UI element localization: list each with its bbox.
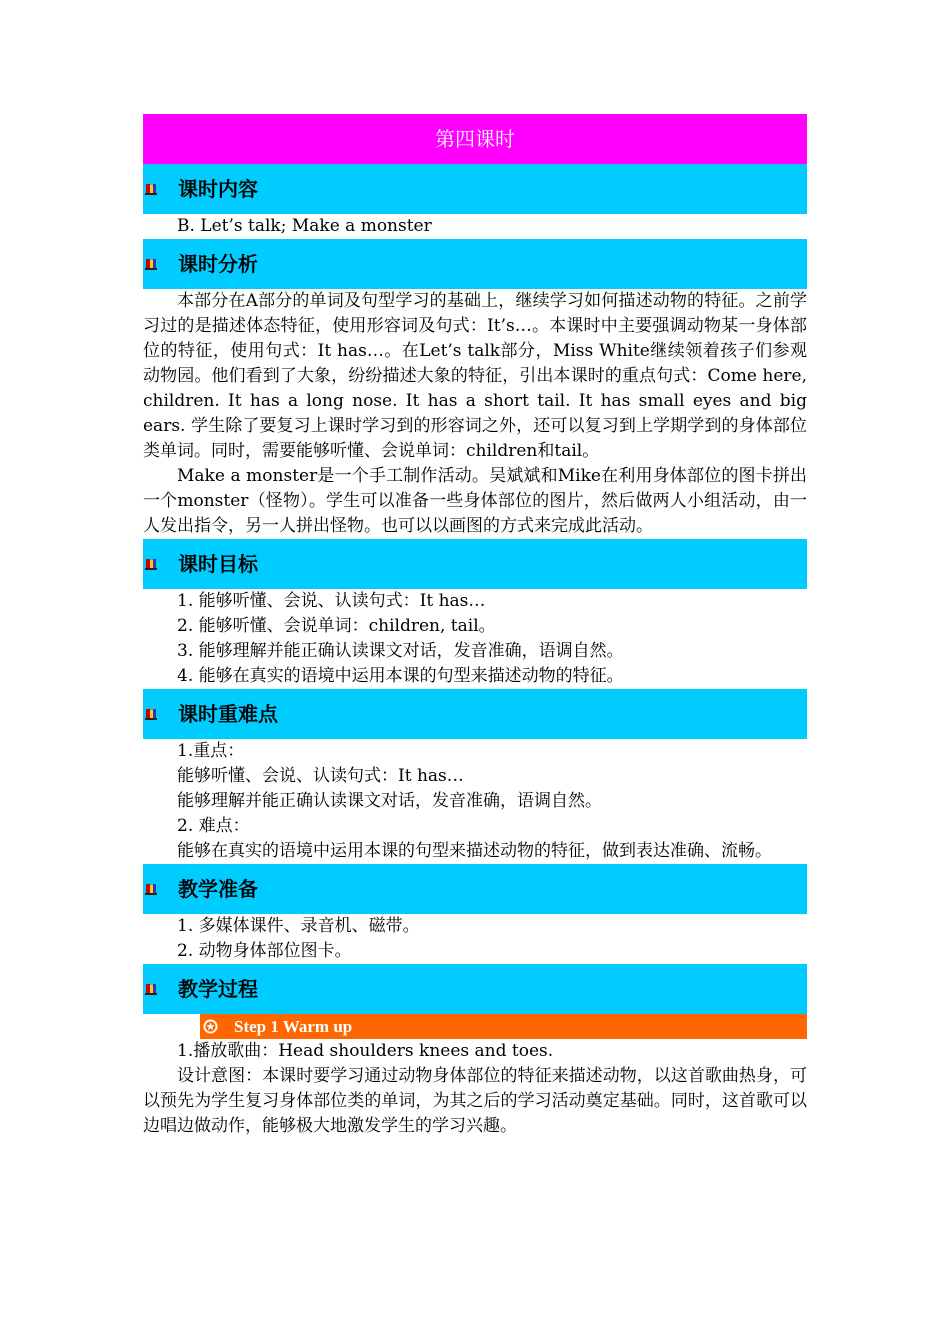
lesson-title: 第四课时 bbox=[143, 114, 807, 164]
book-bullet-icon bbox=[145, 258, 157, 270]
section-header-goals bbox=[143, 539, 807, 589]
section-header-process bbox=[143, 964, 807, 1014]
goal-item: 3. 能够理解并能正确认读课文对话，发音准确，语调自然。 bbox=[177, 641, 624, 661]
step-header bbox=[200, 1014, 807, 1039]
section-heading: 课时重难点 bbox=[178, 702, 278, 726]
content-text: B. Let’s talk; Make a monster bbox=[177, 216, 432, 236]
process-line: 设计意图：本课时要学习通过动物身体部位的特征来描述动物，以这首歌曲热身，可以预先为学生复习身体部位类的单词，为其之后的学习活动奠定基础。同时，这首歌可以边唱边做动作，能够极大地激发学生的学习兴趣。 bbox=[143, 1066, 807, 1136]
section-heading: 教学过程 bbox=[178, 977, 258, 1001]
book-bullet-icon bbox=[145, 883, 157, 895]
key-point-line: 能够理解并能正确认读课文对话，发音准确，语调自然。 bbox=[177, 791, 602, 811]
book-bullet-icon bbox=[145, 983, 157, 995]
goal-item: 1. 能够听懂、会说、认读句式：It has… bbox=[177, 591, 486, 611]
analysis-paragraph: 本部分在A部分的单词及句型学习的基础上，继续学习如何描述动物的特征。之前学习过的是描述体态特征，使用形容词及句式：It’s…。本课时中主要强调动物某一身体部位的特征，使用句式：It has…。在Let’s talk部分，Miss White继续领着孩子们参观动物园。他们看到了大象，纷纷描述大象的特征，引出本课时的重点句式：Come here, children. It has a long nose. It has a short tail. It has small eyes and big ears. 学生除了要复习上课时学习到的形容词之外，还可以复习到上学期学到的身体部位类单词。同时，需要能够听懂、会说单词：children和tail。 bbox=[143, 291, 807, 461]
analysis-paragraph: Make a monster是一个手工制作活动。吴斌斌和Mike在利用身体部位的图卡拼出一个monster（怪物）。学生可以准备一些身体部位的图片，然后做两人小组活动，由一人发出指令，另一人拼出怪物。也可以以画图的方式来完成此活动。 bbox=[143, 466, 807, 536]
book-bullet-icon bbox=[145, 558, 157, 570]
goal-item: 4. 能够在真实的语境中运用本课的句型来描述动物的特征。 bbox=[177, 666, 624, 686]
process-line: 1.播放歌曲：Head shoulders knees and toes. bbox=[177, 1041, 554, 1061]
section-header-preparation bbox=[143, 864, 807, 914]
section-heading: 课时分析 bbox=[178, 252, 258, 276]
key-point-line: 1.重点： bbox=[177, 741, 245, 761]
document-page bbox=[143, 114, 807, 1139]
key-point-line: 能够听懂、会说、认读句式：It has… bbox=[177, 766, 464, 786]
book-bullet-icon bbox=[145, 183, 157, 195]
section-heading: 课时目标 bbox=[178, 552, 258, 576]
section-heading: 课时内容 bbox=[178, 177, 258, 201]
preparation-item: 1. 多媒体课件、录音机、磁带。 bbox=[177, 916, 420, 936]
star-badge-icon bbox=[203, 1019, 218, 1034]
key-point-line: 能够在真实的语境中运用本课的句型来描述动物的特征，做到表达准确、流畅。 bbox=[177, 841, 772, 861]
preparation-item: 2. 动物身体部位图卡。 bbox=[177, 941, 352, 961]
key-point-line: 2. 难点： bbox=[177, 816, 250, 836]
section-heading: 教学准备 bbox=[178, 877, 258, 901]
section-header-key-points bbox=[143, 689, 807, 739]
book-bullet-icon bbox=[145, 708, 157, 720]
section-header-content bbox=[143, 164, 807, 214]
section-header-analysis bbox=[143, 239, 807, 289]
step-label: Step 1 Warm up bbox=[234, 1017, 353, 1036]
goal-item: 2. 能够听懂、会说单词：children, tail。 bbox=[177, 616, 496, 636]
